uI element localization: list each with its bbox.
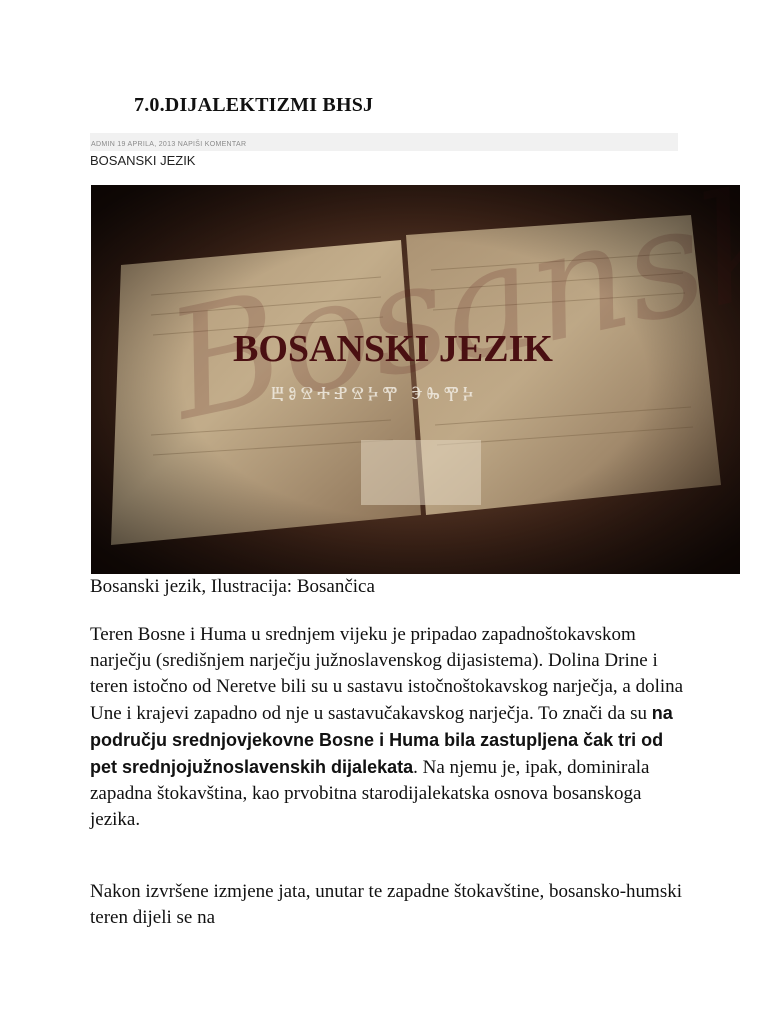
image-caption: Bosanski jezik, Ilustracija: Bosančica <box>90 576 375 597</box>
image-subtitle: ⰁⰑⰔⰀⰐⰔⰍⰉ ⰅⰈⰉⰍ <box>271 383 478 404</box>
paragraph-1 <box>90 622 690 833</box>
paragraph-1-outro: . Na njemu je, ipak, dominirala zapadna štokavština, kao prvobitna starodijalekatska osnova bosanskoga jezika. <box>90 757 650 830</box>
paragraph-1-bold: na području srednjovjekovne Bosne i Huma bila zastupljena čak tri od pet srednjojužnoslavenskih dijalekata <box>90 703 673 777</box>
section-label: BOSANSKI JEZIK <box>90 153 196 168</box>
paragraph-1-intro: Teren Bosne i Huma u srednjem vijeku je pripadao zapadnoštokavskom narječju (središnjem narječju južnoslavenskog dijasistema). Dolina Drine i teren istočno od Neretve bili su u sastavu istočnoštokavskog narječja, a dolina Une i krajevi zapadno od nje u sastavučakavskog narječja. To znači da su <box>90 624 684 724</box>
post-meta-bar <box>90 133 678 151</box>
hero-illustration <box>91 185 740 574</box>
image-title: BOSANSKI JEZIK <box>233 328 553 370</box>
post-meta: ADMIN 19 APRILA, 2013 NAPIŠI KOMENTAR <box>91 141 247 148</box>
paragraph-2: Nakon izvršene izmjene jata, unutar te zapadne štokavštine, bosansko-humski teren dijeli se na <box>90 881 682 928</box>
hero-image <box>91 185 740 574</box>
page-heading: 7.0.DIJALEKTIZMI BHSJ <box>134 94 374 116</box>
